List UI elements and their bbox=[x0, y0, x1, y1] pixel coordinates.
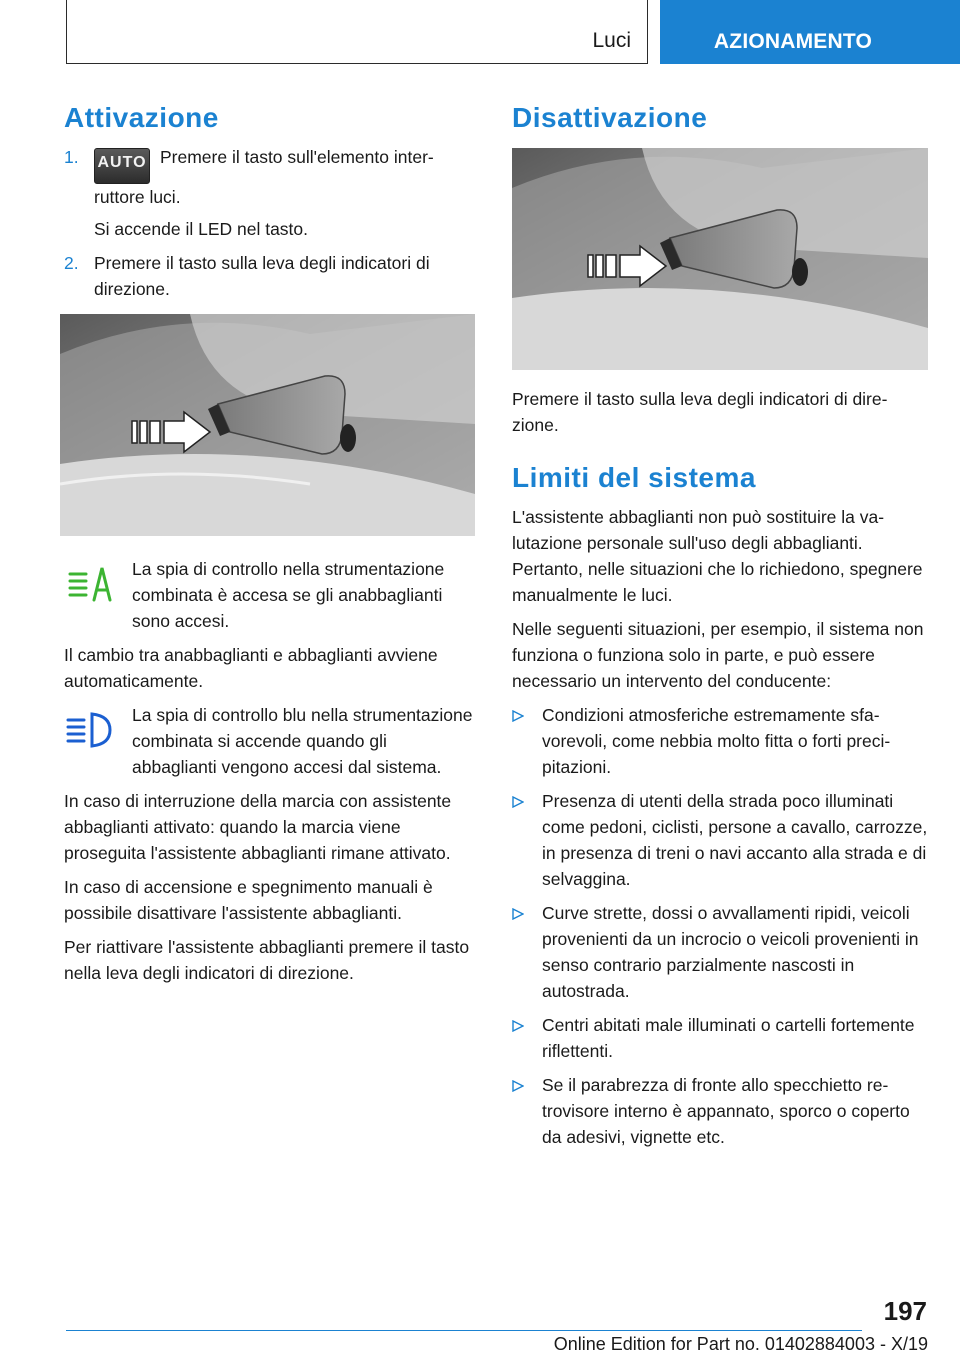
switch-paragraph: Il cambio tra anabbaglianti e abbaglianti avviene automaticamente. bbox=[64, 645, 438, 691]
step-text bbox=[94, 144, 474, 210]
activation-heading: Attivazione bbox=[64, 102, 219, 133]
limits-heading: Limiti del sistema bbox=[512, 462, 756, 493]
right-column bbox=[512, 100, 928, 1158]
deactivation-caption: Premere il tasto sulla leva degli indicatori di direzione. bbox=[512, 389, 888, 435]
limits-list bbox=[512, 702, 928, 1150]
activation-step-1 bbox=[64, 144, 474, 242]
deactivation-heading: Disattivazione bbox=[512, 102, 708, 133]
triangle-bullet-icon bbox=[512, 710, 524, 722]
list-item: Se il parabrezza di fronte allo specchietto retrovisore interno è appannato, sporco o coperto da adesivi, vignette etc. bbox=[512, 1072, 928, 1150]
turn-signal-lever-photo-deactivation bbox=[512, 148, 928, 370]
header-chapter-tab bbox=[660, 0, 960, 64]
header-chapter-title: AZIONAMENTO bbox=[713, 30, 873, 53]
high-beam-indicator-icon bbox=[64, 708, 114, 752]
manual-paragraph: In caso di accensione e spegnimento manuali è possibile disattivare l'assistente abbaglianti. bbox=[64, 877, 433, 923]
high-beam-indicator-text: La spia di controllo blu nella strumentazione combinata si accende quando gli abbaglianti vengono accesi dal sistema. bbox=[132, 705, 473, 777]
page-number: 197 bbox=[883, 1296, 927, 1326]
reactivate-paragraph: Per riattivare l'assistente abbaglianti premere il tasto nella leva degli indicatori di direzione. bbox=[64, 937, 470, 983]
triangle-bullet-icon bbox=[512, 1080, 524, 1092]
limits-paragraph-1: L'assistente abbaglianti non può sostituire la valutazione personale sull'uso degli abbaglianti. Pertanto, nelle situazioni che lo richiedono, spegnere manualmente le luci. bbox=[512, 507, 923, 605]
list-item: Presenza di utenti della strada poco illuminati come pedoni, ciclisti, persone a cavallo, carrozze, in presenza di treni o navi accanto alla strada e di selvaggina. bbox=[512, 788, 928, 892]
step-number: 2. bbox=[64, 253, 79, 273]
left-column bbox=[64, 100, 474, 994]
triangle-bullet-icon bbox=[512, 1020, 524, 1032]
step-1-text: Premere il tasto sull'elemento interruttore luci. bbox=[94, 147, 434, 207]
limits-paragraph-2: Nelle seguenti situazioni, per esempio, il sistema non funziona o funziona solo in parte, e può essere necessario un intervento del conducente: bbox=[512, 619, 924, 691]
lever-illustration-icon bbox=[512, 148, 928, 370]
auto-button-icon: AUTO bbox=[94, 148, 150, 184]
list-item: Centri abitati male illuminati o cartelli fortemente riflettenti. bbox=[512, 1012, 928, 1064]
list-item: Curve strette, dossi o avvallamenti ripidi, veicoli provenienti da un incrocio o veicoli provenienti in senso contrario parzialmente nascosti in autostrada. bbox=[512, 900, 928, 1004]
turn-signal-lever-photo bbox=[60, 314, 475, 536]
low-beam-indicator-note bbox=[64, 556, 474, 634]
step-2-text: Premere il tasto sulla leva degli indicatori di direzione. bbox=[94, 253, 430, 299]
high-beam-indicator-note bbox=[64, 702, 474, 780]
triangle-bullet-icon bbox=[512, 908, 524, 920]
triangle-bullet-icon bbox=[512, 796, 524, 808]
interruption-paragraph: In caso di interruzione della marcia con assistente abbaglianti attivato: quando la marcia viene proseguita l'assistente abbaglianti rimane attivato. bbox=[64, 791, 452, 863]
low-beam-auto-indicator-icon bbox=[64, 562, 114, 606]
step-1-result: Si accende il LED nel tasto. bbox=[94, 219, 309, 239]
lever-illustration-icon bbox=[60, 314, 475, 536]
list-item: Condizioni atmosferiche estremamente sfavorevoli, come nebbia molto fitta o forti precipitazioni. bbox=[512, 702, 928, 780]
footer-edition: Online Edition for Part no. 01402884003 - X/19 bbox=[553, 1334, 928, 1354]
header-section-box bbox=[66, 0, 648, 64]
header-section-title: Luci bbox=[592, 29, 631, 52]
footer-divider bbox=[66, 1330, 862, 1331]
low-beam-indicator-text: La spia di controllo nella strumentazione combinata è accesa se gli anabbaglianti sono accesi. bbox=[132, 559, 445, 631]
activation-step-2 bbox=[64, 250, 474, 302]
step-number: 1. bbox=[64, 147, 79, 167]
